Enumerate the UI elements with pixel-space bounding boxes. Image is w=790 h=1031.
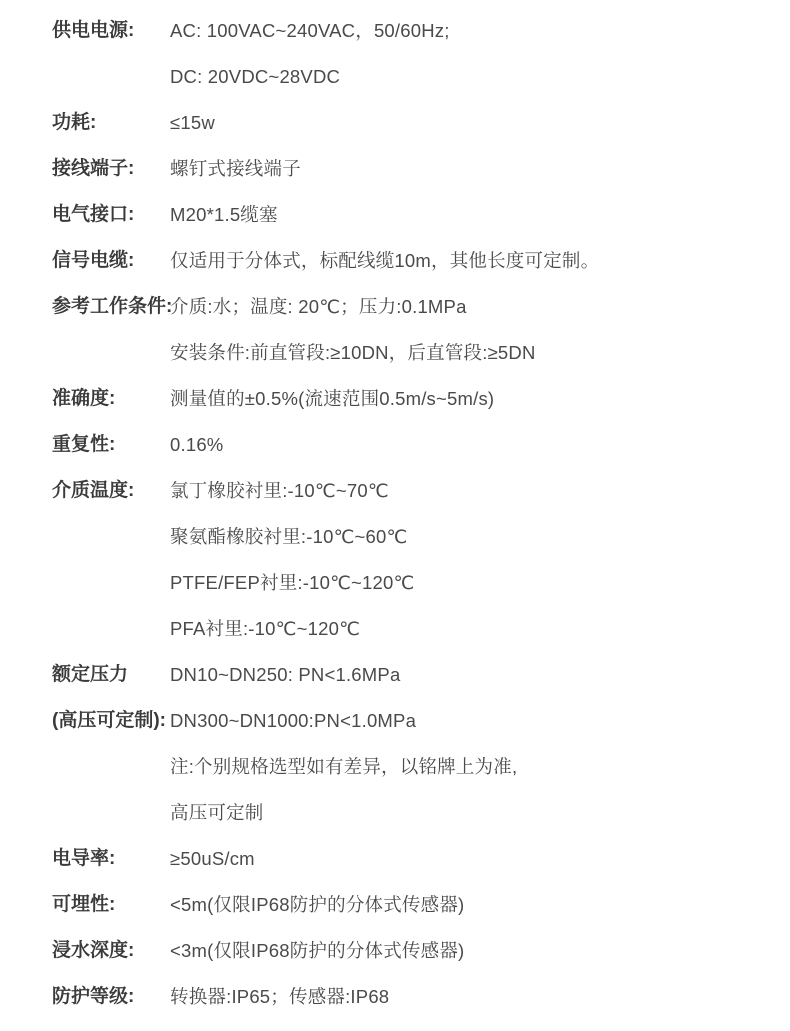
spec-value: DN300~DN1000:PN<1.0MPa	[170, 710, 417, 731]
spec-value-group	[170, 192, 790, 238]
spec-row	[0, 974, 790, 1020]
spec-label: 重复性:	[52, 434, 116, 455]
spec-row	[0, 238, 790, 284]
spec-row	[0, 882, 790, 928]
spec-value-group	[170, 376, 790, 422]
spec-row	[0, 376, 790, 422]
spec-row	[0, 8, 790, 54]
spec-value-group	[170, 882, 790, 928]
spec-row	[0, 54, 790, 100]
spec-value-group	[170, 330, 790, 376]
spec-row	[0, 652, 790, 698]
spec-value-group	[170, 468, 790, 514]
spec-row	[0, 422, 790, 468]
spec-label: 功耗:	[52, 112, 97, 133]
spec-value: DN10~DN250: PN<1.6MPa	[170, 664, 401, 685]
spec-row	[0, 836, 790, 882]
spec-row	[0, 928, 790, 974]
spec-row	[0, 468, 790, 514]
spec-value: 聚氨酯橡胶衬里:-10℃~60℃	[170, 526, 408, 547]
spec-value: ≤15w	[170, 112, 215, 133]
spec-value-group	[170, 8, 790, 54]
spec-row	[0, 744, 790, 790]
spec-value: 介质:水；温度: 20℃；压力:0.1MPa	[170, 296, 467, 317]
spec-row	[0, 790, 790, 836]
spec-value-group	[170, 100, 790, 146]
spec-row	[0, 100, 790, 146]
spec-value: 注:个别规格选型如有差异，以铭牌上为准,	[170, 756, 518, 777]
spec-value: 氯丁橡胶衬里:-10℃~70℃	[170, 480, 389, 501]
spec-row	[0, 606, 790, 652]
spec-value-group	[170, 54, 790, 100]
spec-label: 可埋性:	[52, 894, 116, 915]
spec-value: ≥50uS/cm	[170, 848, 255, 869]
spec-label: 供电电源:	[52, 20, 135, 41]
spec-value-group	[170, 928, 790, 974]
spec-value: 测量值的±0.5%(流速范围0.5m/s~5m/s)	[170, 388, 495, 409]
spec-label: 电导率:	[52, 848, 116, 869]
spec-value: AC: 100VAC~240VAC，50/60Hz;	[170, 20, 450, 41]
spec-value-group	[170, 560, 790, 606]
spec-row	[0, 330, 790, 376]
spec-value: PTFE/FEP衬里:-10℃~120℃	[170, 572, 415, 593]
spec-row	[0, 514, 790, 560]
spec-value: 转换器:IP65；传感器:IP68	[170, 986, 390, 1007]
spec-label: (高压可定制):	[52, 710, 166, 731]
spec-value: M20*1.5缆塞	[170, 204, 278, 225]
spec-label: 额定压力	[52, 664, 129, 685]
spec-label: 浸水深度:	[52, 940, 135, 961]
spec-value: <3m(仅限IP68防护的分体式传感器)	[170, 940, 465, 961]
spec-value-group	[170, 744, 790, 790]
spec-value: 安装条件:前直管段:≥10DN，后直管段:≥5DN	[170, 342, 536, 363]
spec-value-group	[170, 238, 790, 284]
spec-value-group	[170, 422, 790, 468]
spec-row	[0, 146, 790, 192]
spec-value-group	[170, 146, 790, 192]
spec-value: 螺钉式接线端子	[170, 158, 301, 179]
spec-value-group	[170, 698, 790, 744]
spec-value-group	[170, 284, 790, 330]
spec-label: 接线端子:	[52, 158, 135, 179]
spec-label: 参考工作条件:	[52, 296, 173, 317]
spec-value: PFA衬里:-10℃~120℃	[170, 618, 361, 639]
spec-value: DC: 20VDC~28VDC	[170, 66, 341, 87]
spec-value-group	[170, 606, 790, 652]
spec-value-group	[170, 974, 790, 1020]
spec-row	[0, 560, 790, 606]
spec-row	[0, 284, 790, 330]
spec-value: 0.16%	[170, 434, 224, 455]
spec-label: 介质温度:	[52, 480, 135, 501]
spec-label: 信号电缆:	[52, 250, 135, 271]
spec-row	[0, 192, 790, 238]
spec-value-group	[170, 514, 790, 560]
spec-label: 防护等级:	[52, 986, 135, 1007]
spec-value-group	[170, 836, 790, 882]
spec-label: 准确度:	[52, 388, 116, 409]
spec-value: 仅适用于分体式，标配线缆10m，其他长度可定制。	[170, 250, 600, 271]
spec-row	[0, 698, 790, 744]
spec-value-group	[170, 652, 790, 698]
spec-value: <5m(仅限IP68防护的分体式传感器)	[170, 894, 465, 915]
spec-value: 高压可定制	[170, 802, 264, 823]
spec-value-group	[170, 790, 790, 836]
spec-label: 电气接口:	[52, 204, 135, 225]
